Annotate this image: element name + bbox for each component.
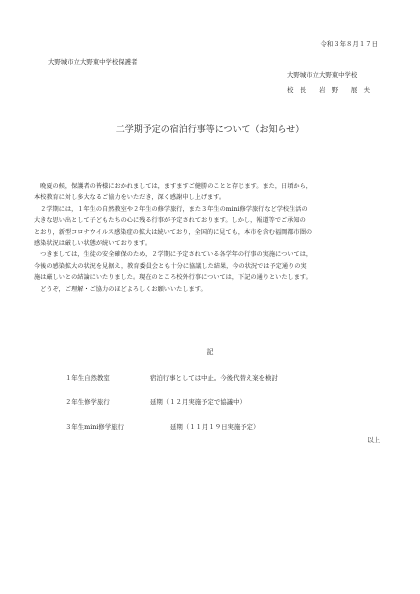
- body-line: どうぞ，ご理解・ご協力のほどよろしくお願いいたします。: [34, 285, 207, 293]
- body-line: 大きな思い出として子どもたちの心に残る行事が予定されております。しかし，報道等でご承知の: [34, 217, 306, 225]
- body-line: ２学期には，１年生の自然教室や２年生の修学旅行，また３年生のmini修学旅行など学校生活の: [34, 205, 308, 213]
- body-line: 感染状況は厳しい状態が続いております。: [34, 239, 152, 247]
- item-name-nature-school: １年生自然教室: [65, 374, 110, 382]
- recipient-line: 大野城市立大野東中学校保護者: [48, 58, 138, 66]
- closing-ijou: 以上: [367, 436, 380, 444]
- item-detail-mini-trip: 延期（１１月１９日実施予定）: [170, 423, 260, 431]
- body-line: とおり，新型コロナウイルス感染症の拡大は続いており，全国的に見ても，本市を含む福岡都市圏の: [34, 228, 313, 236]
- body-line: 本校教育に対し多大なるご協力をいただき，深く感謝申し上げます。: [34, 194, 226, 202]
- body-line: 施は厳しいとの結論にいたりました。現在のところ校外行事については，下記の通りといたします。: [34, 274, 312, 282]
- item-name-mini-trip: ３年生mini修学旅行: [65, 423, 124, 431]
- body-line: 今後の感染拡大の状況を見据え，教育委員会とも十分に協議した結果，今の状況では予定通りの実: [34, 262, 307, 270]
- item-detail-nature-school: 宿泊行事としては中止。今後代替え案を検討: [150, 374, 278, 382]
- sender-principal: 校 長 岩 野 展 夫: [287, 86, 371, 94]
- ki-heading: 記: [206, 348, 214, 356]
- item-detail-school-trip: 延期（１２月実施予定で協議中）: [150, 398, 246, 406]
- body-text: [34, 181, 392, 295]
- sender-school: 大野城市立大野東中学校: [287, 71, 358, 79]
- item-name-school-trip: ２年生修学旅行: [65, 398, 110, 406]
- document-title: 二学期予定の宿泊行事等について（お知らせ）: [115, 125, 305, 135]
- body-line: 晩夏の候，保護者の皆様におかれましては，ますますご健勝のことと存じます。また，日頃から，: [34, 183, 312, 190]
- body-line: つきましては，生徒の安全確保のため，２学期に予定されている各学年の行事の実施については，: [34, 251, 313, 259]
- document-date: 令和３年８月１７日: [320, 40, 378, 48]
